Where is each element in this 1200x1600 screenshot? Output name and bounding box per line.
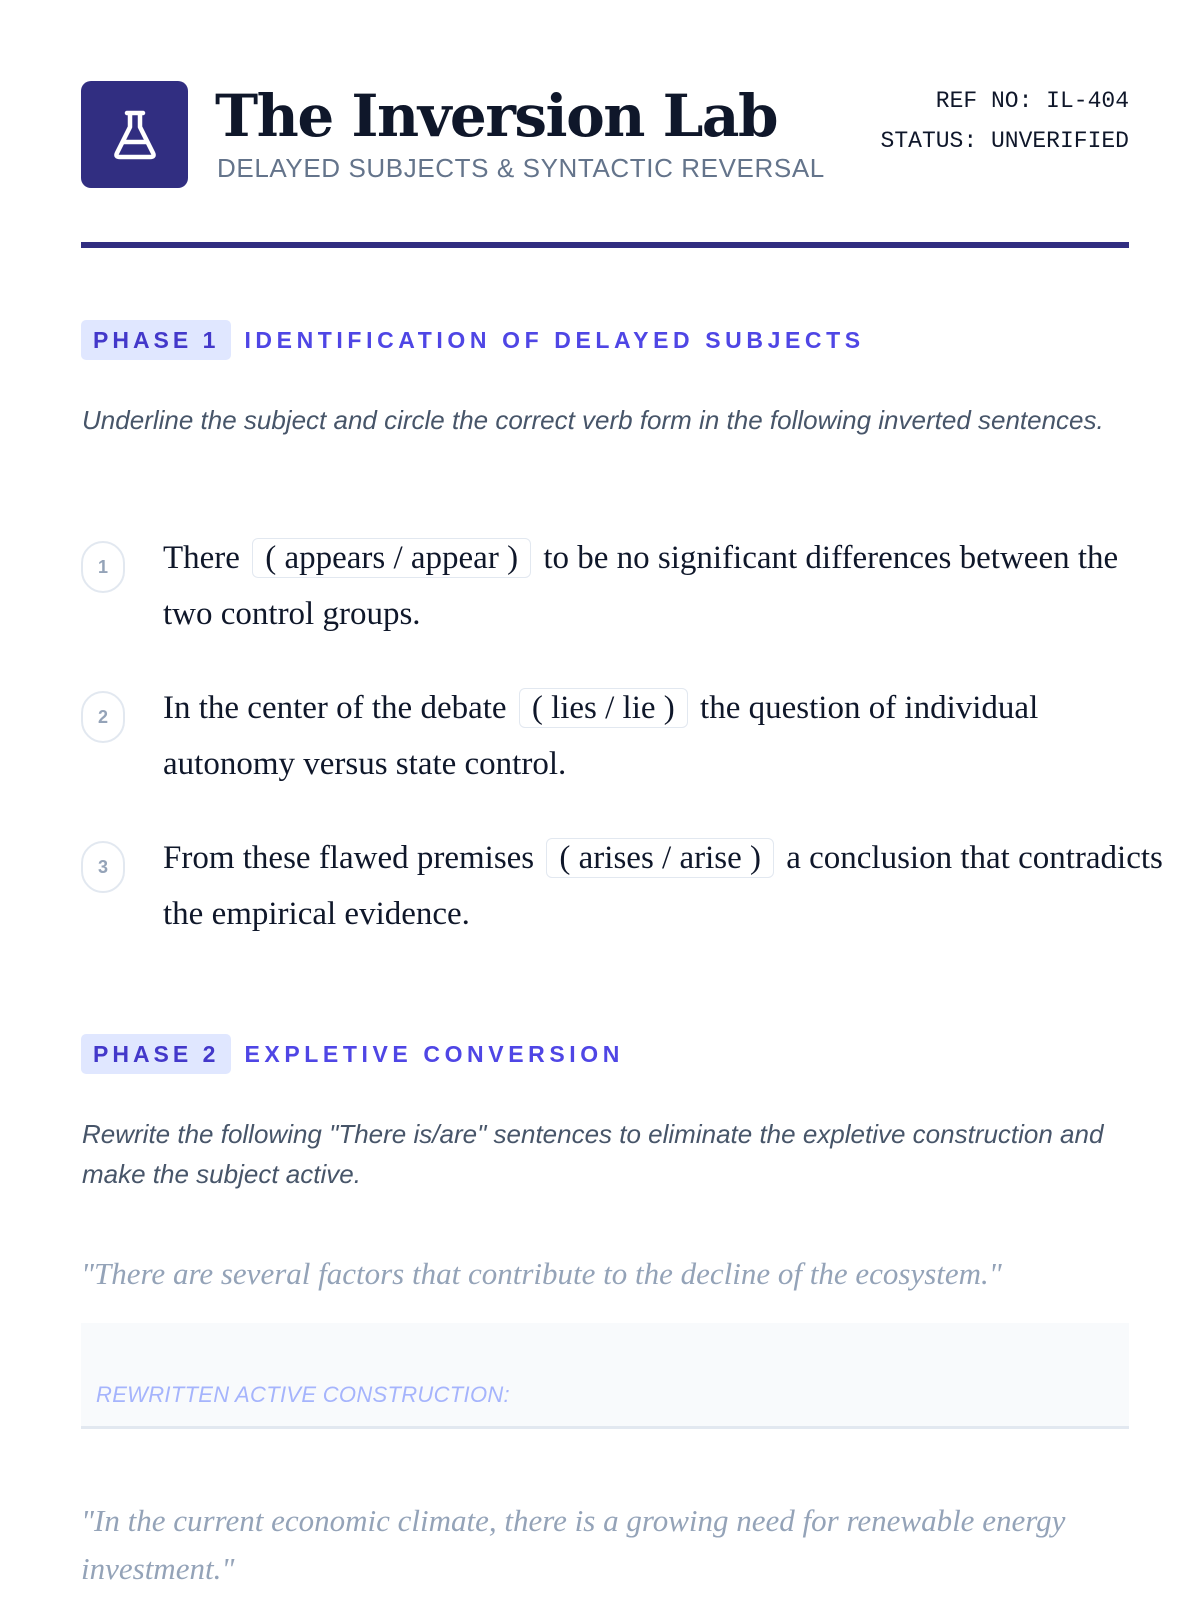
item-number: 1 [81,541,125,593]
phase-1-title: IDENTIFICATION OF DELAYED SUBJECTS [244,326,865,353]
item-sentence [163,830,1163,942]
phase-1-header [81,320,865,360]
rewrite-prompt-1: "There are several factors that contribute to the decline of the ecosystem." [81,1256,1002,1291]
answer-field[interactable] [81,1323,1129,1429]
verb-choice[interactable]: ( appears / appear ) [252,538,531,578]
page-title: The Inversion Lab [215,82,778,150]
sentence-end: to be no significant differences between the two control groups. [163,540,1119,632]
answer-label: REWRITTEN ACTIVE CONSTRUCTION: [96,1382,510,1407]
phase-1-instructions: Underline the subject and circle the correct verb form in the following inverted sentences. [82,405,1104,435]
status-label: STATUS: UNVERIFIED [880,128,1129,154]
flask-icon [111,109,159,161]
item-number: 3 [81,841,125,893]
verb-choice[interactable]: ( lies / lie ) [519,688,688,728]
phase-2-badge: PHASE 2 [81,1034,231,1074]
sentence-start: From these flawed premises [163,840,543,876]
item-sentence [163,530,1163,642]
item-sentence [163,680,1163,792]
page-header [81,81,1129,189]
phase-2-header [81,1034,624,1074]
phase-1-badge: PHASE 1 [81,320,231,360]
item-number: 2 [81,691,125,743]
sentence-end: a conclusion that contradicts the empirical evidence. [163,840,1163,932]
sentence-start: In the center of the debate [163,690,515,726]
document-meta [881,81,1129,161]
header-divider [81,242,1129,248]
phase-2-instructions: Rewrite the following "There is/are" sentences to eliminate the expletive construction and make the subject active. [82,1119,1104,1189]
sentence-end: the question of individual autonomy versus state control. [163,690,1039,782]
sentence-start: There [163,540,249,576]
logo [81,81,188,188]
rewrite-prompt-2: "In the current economic climate, there is a growing need for renewable energy investment." [81,1503,1066,1586]
phase-2-title: EXPLETIVE CONVERSION [244,1040,624,1067]
verb-choice[interactable]: ( arises / arise ) [546,838,774,878]
ref-number: REF NO: IL-404 [935,88,1129,114]
page-subtitle: DELAYED SUBJECTS & SYNTACTIC REVERSAL [217,153,825,183]
